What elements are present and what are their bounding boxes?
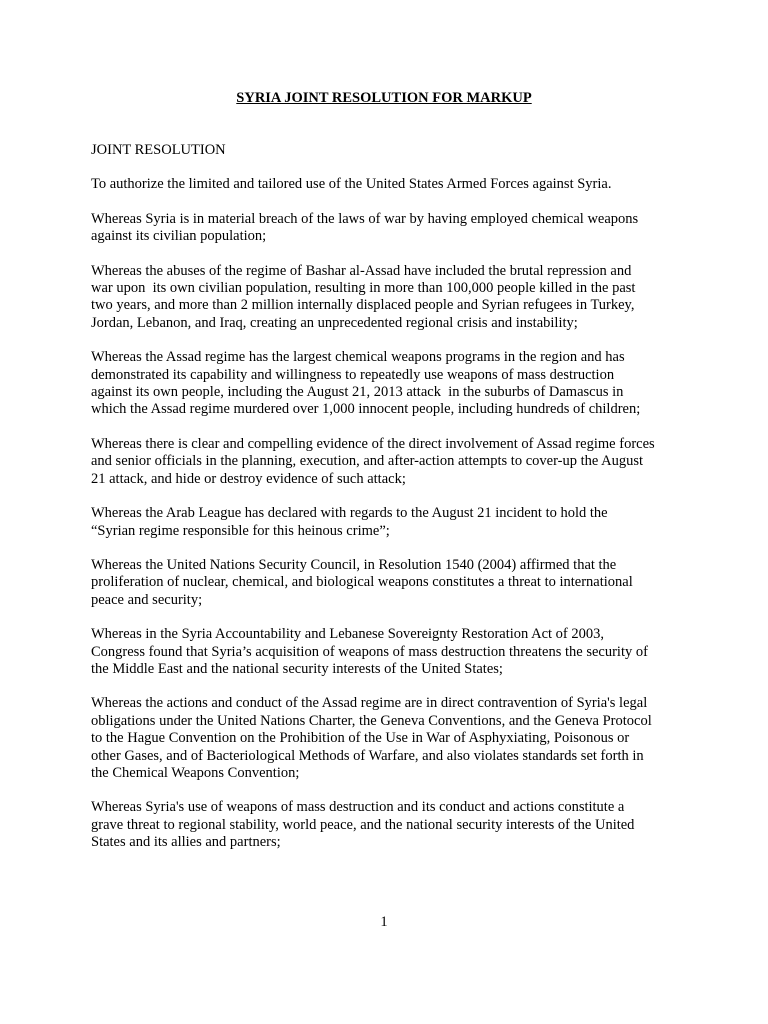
whereas-paragraph-1: Whereas Syria is in material breach of the laws of war by having employed chemical weapons against its civilian population; — [91, 210, 639, 245]
whereas-paragraph-2: Whereas the abuses of the regime of Bashar al-Assad have included the brutal repression and war upon its own civilian population, resulting in more than 100,000 people killed in the past two years, and more than 2 million internally displaced people and Syrian refugees in Turkey, Jordan, Lebanon, and Iraq, creating an unprecedented regional crisis and instability; — [91, 262, 636, 331]
purpose-paragraph: To authorize the limited and tailored use of the United States Armed Forces against Syria. — [91, 176, 612, 193]
whereas-paragraph-3: Whereas the Assad regime has the largest chemical weapons programs in the region and has demonstrated its capability and willingness to repeatedly use weapons of mass destruction against its own people, including the August 21, 2013 attack in the suburbs of Damascus in which the Assad regime murdered over 1,000 innocent people, including hundreds of children; — [91, 349, 641, 418]
whereas-paragraph-8: Whereas the actions and conduct of the Assad regime are in direct contravention of Syria's legal obligations under the United Nations Charter, the Geneva Conventions, and the Geneva Protocol to the Hague Convention on the Prohibition of the Use in War of Asphyxiating, Poisonous or other Gases, and of Bacteriological Methods of Warfare, and also violates standards set forth in the Chemical Weapons Convention; — [91, 695, 652, 781]
whereas-paragraph-7: Whereas in the Syria Accountability and Lebanese Sovereignty Restoration Act of 2003, Congress found that Syria’s acquisition of weapons of mass destruction threatens the security of the Middle East and the national security interests of the United States; — [91, 626, 648, 677]
page-number: 1 — [380, 914, 388, 930]
whereas-paragraph-6: Whereas the United Nations Security Council, in Resolution 1540 (2004) affirmed that the proliferation of nuclear, chemical, and biological weapons constitutes a threat to international peace and security; — [91, 556, 633, 608]
whereas-paragraph-9: Whereas Syria's use of weapons of mass destruction and its conduct and actions constitute a grave threat to regional stability, world peace, and the national security interests of the United States and its allies and partners; — [91, 799, 635, 851]
document-body — [91, 142, 691, 869]
document-heading: JOINT RESOLUTION — [91, 142, 226, 158]
whereas-paragraph-4: Whereas there is clear and compelling evidence of the direct involvement of Assad regime forces and senior officials in the planning, execution, and after-action attempts to cover-up the August 21 attack, and hide or destroy evidence of such attack; — [91, 435, 655, 487]
whereas-paragraph-5: Whereas the Arab League has declared with regards to the August 21 incident to hold the “Syrian regime responsible for this heinous crime”; — [91, 505, 608, 539]
document-title: SYRIA JOINT RESOLUTION FOR MARKUP — [236, 90, 532, 106]
